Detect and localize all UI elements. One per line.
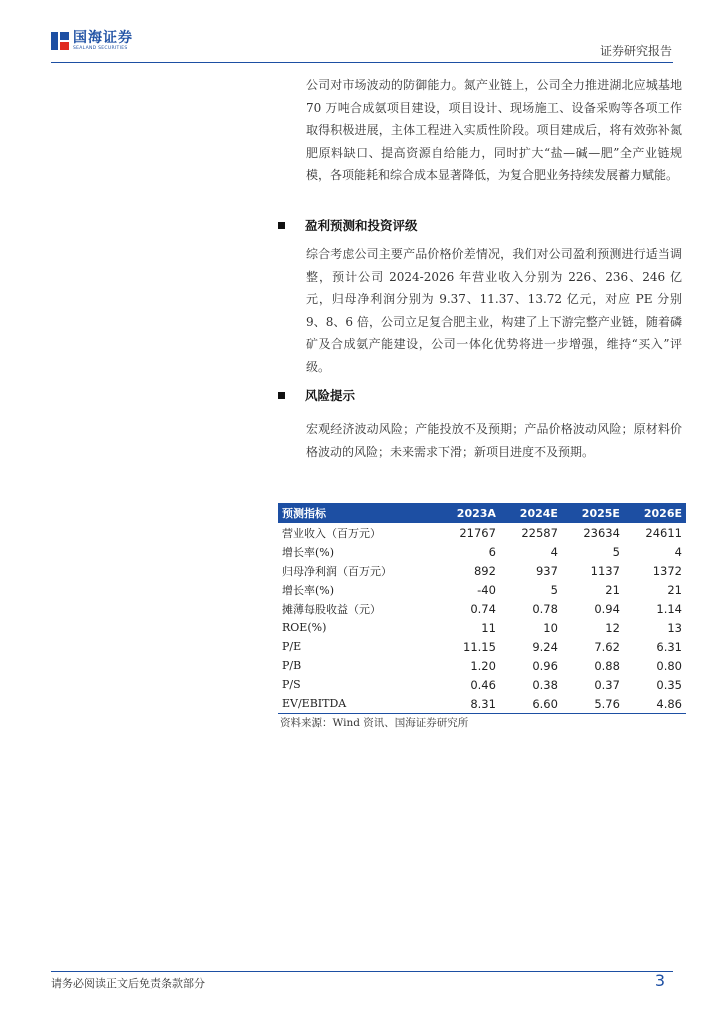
table-cell: 4 bbox=[674, 544, 682, 559]
table-cell: 8.31 bbox=[437, 694, 500, 714]
table-cell: 21767 bbox=[459, 525, 496, 540]
header-divider bbox=[51, 62, 673, 63]
row-label: 摊薄每股收益（元） bbox=[282, 602, 381, 616]
table-cell: 892 bbox=[473, 563, 496, 578]
table-cell: 5 bbox=[550, 582, 558, 597]
row-label: 归母净利润（百万元） bbox=[282, 564, 392, 578]
table-cell: -40 bbox=[477, 582, 496, 597]
row-label: P/S bbox=[282, 678, 301, 691]
table-row bbox=[278, 523, 686, 542]
column-header: 2026E bbox=[624, 503, 686, 523]
table-cell: 11.15 bbox=[463, 639, 496, 654]
table-cell: 0.80 bbox=[656, 658, 682, 673]
table-cell: 937 bbox=[535, 563, 558, 578]
table-cell: 1372 bbox=[652, 563, 682, 578]
table-cell: 9.24 bbox=[532, 639, 558, 654]
table-row bbox=[278, 618, 686, 637]
logo-mark-icon bbox=[51, 32, 69, 50]
column-header: 2024E bbox=[500, 503, 562, 523]
table-cell: 5 bbox=[612, 544, 620, 559]
table-row bbox=[278, 599, 686, 618]
column-header: 预测指标 bbox=[278, 503, 437, 523]
table-cell: 11 bbox=[481, 620, 496, 635]
table-row bbox=[278, 542, 686, 561]
table-cell: 0.74 bbox=[470, 601, 496, 616]
table-cell: 0.78 bbox=[532, 601, 558, 616]
table-cell: 0.37 bbox=[594, 677, 620, 692]
table-cell: 24611 bbox=[645, 525, 682, 540]
table-source-note: 资料来源：Wind 资讯、国海证券研究所 bbox=[280, 717, 469, 729]
table-row bbox=[278, 637, 686, 656]
table-cell: 6.60 bbox=[500, 694, 562, 714]
square-bullet-icon bbox=[278, 392, 285, 399]
table-cell: 10 bbox=[543, 620, 558, 635]
table-cell: 6.31 bbox=[656, 639, 682, 654]
table-cell: 1137 bbox=[590, 563, 620, 578]
section-title: 风险提示 bbox=[305, 388, 356, 403]
forecast-paragraph: 综合考虑公司主要产品价格价差情况，我们对公司盈利预测进行适当调整，预计公司 2024-2026 年营业收入分别为 226、236、246 亿元，归母净利润分别为 9.37、11.37、13.72 亿元，对应 PE 分别 9、8、6 倍，公司立足复合肥主业，构建了上下游完整产业链，随着磷矿及合成氨产能建设，公司一体化优势将进一步增强，维持“买入”评级。 bbox=[306, 247, 682, 374]
table-cell: 1.14 bbox=[656, 601, 682, 616]
intro-paragraph: 公司对市场波动的防御能力。氮产业链上，公司全力推进湖北应城基地 70 万吨合成氨项目建设，项目设计、现场施工、设备采购等各项工作取得积极进展，主体工程进入实质性阶段。项目建成后，将有效弥补氮肥原料缺口、提高资源自给能力，同时扩大“盐—碱—肥”全产业链规模，各项能耗和综合成本显著降低，为复合肥业务持续发展蓄力赋能。 bbox=[306, 78, 682, 182]
page-number: 3 bbox=[654, 971, 665, 990]
table-cell: 4 bbox=[550, 544, 558, 559]
table-cell: 4.86 bbox=[624, 694, 686, 714]
table-row bbox=[278, 694, 686, 714]
table-cell: 7.62 bbox=[594, 639, 620, 654]
row-label: P/E bbox=[282, 640, 302, 653]
section-heading-forecast bbox=[278, 216, 418, 234]
row-label: 增长率(%) bbox=[282, 545, 335, 559]
table-cell: 0.88 bbox=[594, 658, 620, 673]
table-row bbox=[278, 675, 686, 694]
forecast-table bbox=[278, 503, 686, 714]
row-label: 营业收入（百万元） bbox=[282, 526, 381, 540]
company-logo bbox=[51, 31, 133, 52]
row-label: ROE(%) bbox=[282, 621, 327, 634]
table-cell: 0.35 bbox=[656, 677, 682, 692]
table-cell: 6 bbox=[488, 544, 496, 559]
table-row bbox=[278, 580, 686, 599]
table-row bbox=[278, 561, 686, 580]
logo-name-cn: 国海证券 bbox=[73, 30, 133, 46]
section-heading-risk bbox=[278, 386, 355, 404]
table-cell: 0.38 bbox=[532, 677, 558, 692]
table-cell: 0.96 bbox=[532, 658, 558, 673]
square-bullet-icon bbox=[278, 222, 285, 229]
column-header: 2023A bbox=[437, 503, 500, 523]
table-cell: 5.76 bbox=[562, 694, 624, 714]
table-cell: 0.94 bbox=[594, 601, 620, 616]
section-title: 盈利预测和投资评级 bbox=[305, 218, 418, 233]
table-cell: 22587 bbox=[521, 525, 558, 540]
table-cell: 1.20 bbox=[470, 658, 496, 673]
logo-name-en: SEALAND SECURITIES bbox=[73, 46, 128, 51]
row-label: EV/EBITDA bbox=[278, 694, 437, 714]
report-type-label: 证券研究报告 bbox=[599, 44, 672, 58]
table-cell: 23634 bbox=[583, 525, 620, 540]
risk-paragraph: 宏观经济波动风险；产能投放不及预期；产品价格波动风险；原材料价格波动的风险；未来需求下滑；新项目进度不及预期。 bbox=[306, 422, 682, 459]
table-cell: 0.46 bbox=[470, 677, 496, 692]
table-cell: 21 bbox=[605, 582, 620, 597]
table-cell: 21 bbox=[667, 582, 682, 597]
table-cell: 13 bbox=[667, 620, 682, 635]
footer-divider bbox=[51, 971, 673, 972]
column-header: 2025E bbox=[562, 503, 624, 523]
table-cell: 12 bbox=[605, 620, 620, 635]
table-header-row bbox=[278, 503, 686, 523]
row-label: P/B bbox=[282, 659, 302, 672]
footer-disclaimer: 请务必阅读正文后免责条款部分 bbox=[51, 977, 205, 990]
row-label: 增长率(%) bbox=[282, 583, 335, 597]
table-row bbox=[278, 656, 686, 675]
